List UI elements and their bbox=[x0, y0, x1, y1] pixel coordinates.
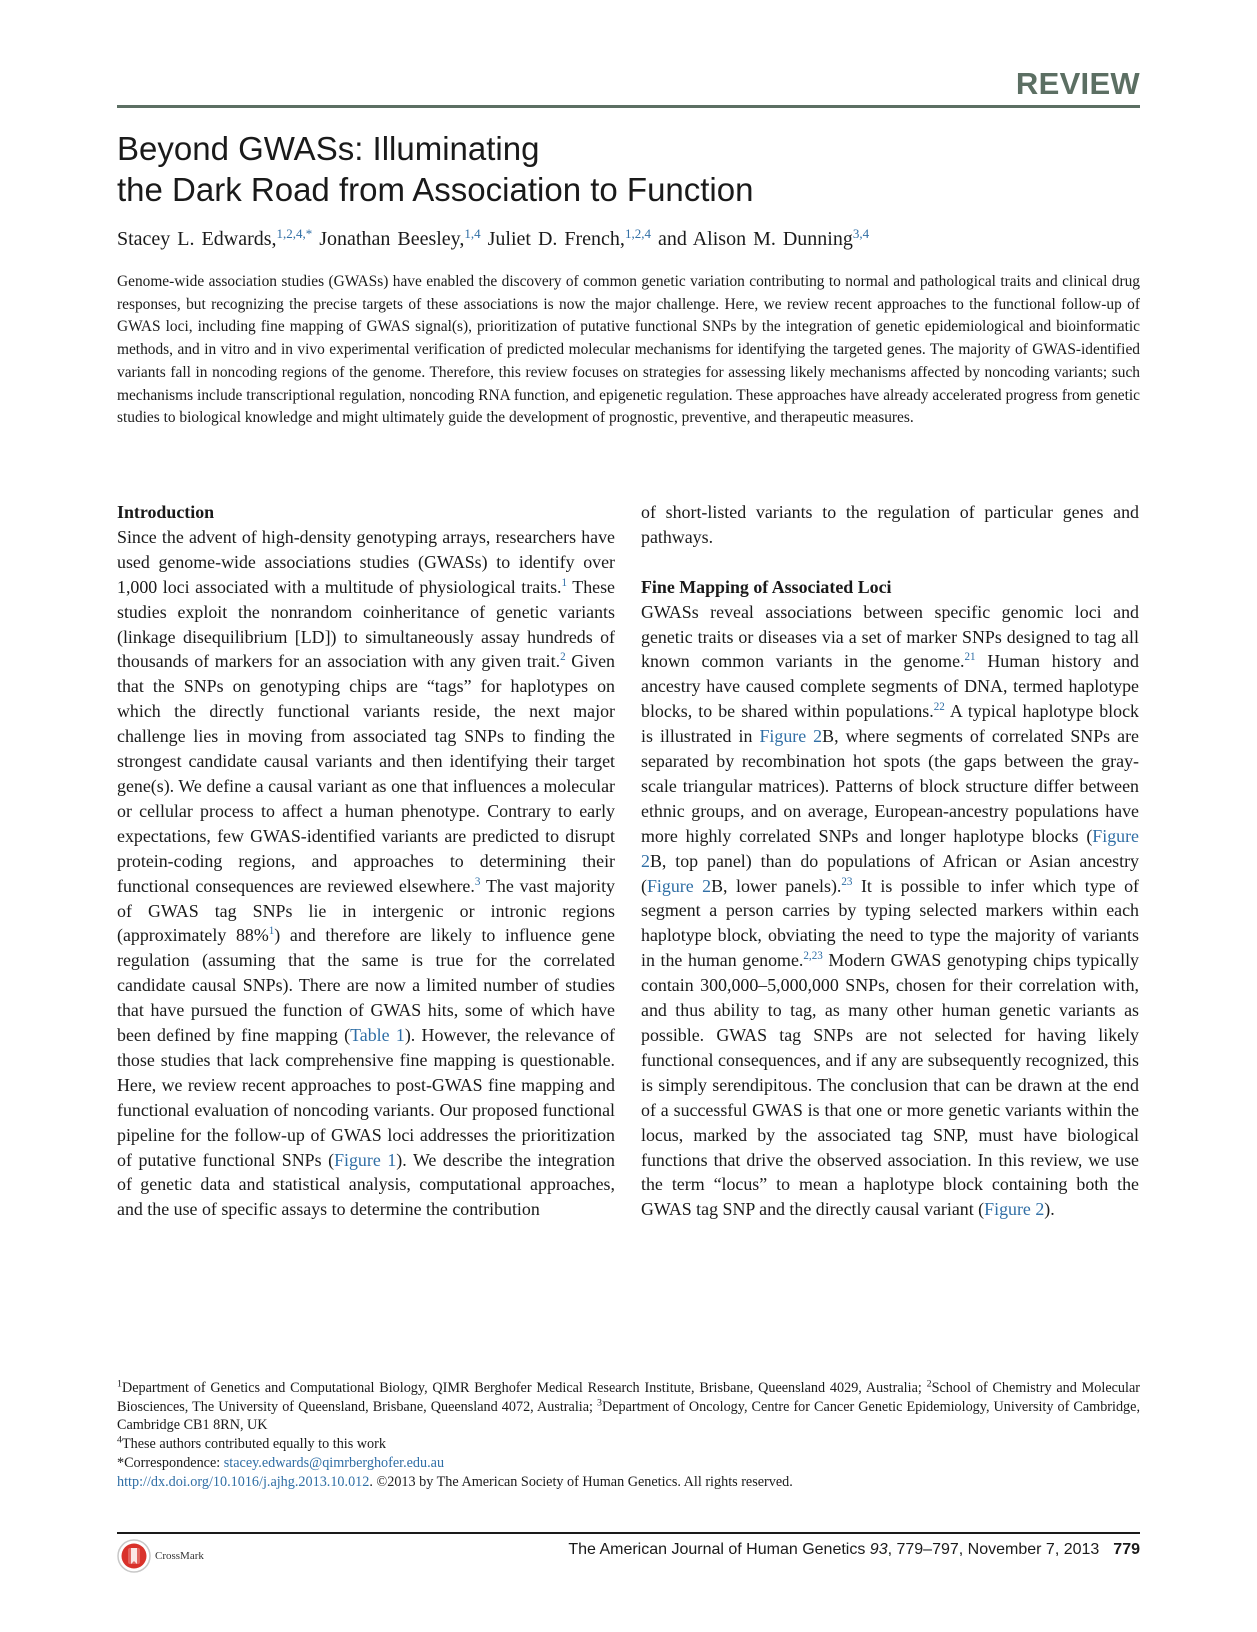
affiliation-number: 2 bbox=[926, 1378, 932, 1390]
body-text: A typical haplotype block is illustrated in bbox=[641, 701, 1139, 747]
body-text: Modern GWAS genotyping chips typically contain 300,000–5,000,000 SNPs, chosen for their correlation with, and thus ability to tag, as many other human genetic variants as possible. GWAS tag SNPs are not selected for having likely functional consequences, and if any are subsequently recognized, this is simply serendipitous. The conclusion that can be drawn at the end of a successful GWAS is that one or more genetic variants within the locus, marked by the associated tag SNP, must have biological functions that drive the observed association. In this review, we use the term “locus” to mean a haplotype block containing both the GWAS tag SNP and the directly causal variant ( bbox=[641, 950, 1139, 1220]
abstract: Genome-wide association studies (GWASs) have enabled the discovery of common genetic variation contributing to normal and pathological traits and clinical drug responses, but recognizing the precise targets of these associations is now the major challenge. Here, we review recent approaches to the functional follow-up of GWAS loci, including fine mapping of GWAS signal(s), prioritization of putative functional SNPs by the integration of genetic epidemiological and bioinformatic methods, and in vitro and in vivo experimental verification of predicted molecular mechanisms for identifying the targeted genes. The majority of GWAS-identified variants fall in noncoding regions of the genome. Therefore, this review focuses on strategies for assessing likely mechanisms affected by noncoding variants; such mechanisms include transcriptional regulation, noncoding RNA function, and epigenetic regulation. These approaches have already accelerated progress from genetic studies to biological knowledge and might ultimately guide the development of prognostic, preventive, and therapeutic measures. bbox=[117, 273, 1140, 427]
figure-link[interactable]: Figure 2 bbox=[646, 875, 712, 896]
affiliation-number: 4 bbox=[117, 1434, 122, 1446]
body-text: B, top panel) than do populations of African or Asian ancestry ( bbox=[641, 850, 1139, 896]
header-divider bbox=[117, 105, 1140, 108]
author-name: Stacey L. Edwards, bbox=[117, 228, 277, 250]
fine-mapping-heading: Fine Mapping of Associated Loci bbox=[641, 576, 892, 597]
intro-heading: Introduction bbox=[117, 502, 215, 522]
author-name: Jonathan Beesley, bbox=[319, 228, 465, 250]
fine-mapping-paragraph bbox=[641, 600, 1139, 1223]
citation-ref[interactable]: 21 bbox=[964, 651, 976, 664]
intro-continuation: of short-listed variants to the regulation of particular genes and pathways. bbox=[641, 502, 1139, 547]
citation-ref[interactable]: 2,23 bbox=[803, 950, 823, 963]
intro-text: Given that the SNPs on genotyping chips are “tags” for haplotypes on which the directly functional variants reside, the next major challenge lies in moving from associated tag SNPs to finding the strongest candidate causal variants and then identifying their target gene(s). We define a causal variant as one that influences a molecular or cellular process to affect a human phenotype. Contrary to early expectations, few GWAS-identified variants are predicted to disrupt protein-coding regions, and approaches to determining their functional consequences are reviewed elsewhere. bbox=[117, 651, 616, 896]
body-text: B, lower panels). bbox=[711, 875, 842, 896]
author-affiliation[interactable]: 1,2,4,* bbox=[276, 226, 313, 241]
journal-name: The American Journal of Human Genetics bbox=[568, 1541, 870, 1558]
author-joiner: and bbox=[657, 228, 687, 250]
citation-ref[interactable]: 22 bbox=[933, 701, 945, 714]
crossmark-icon bbox=[117, 1539, 151, 1573]
citation-ref[interactable]: 2 bbox=[560, 651, 566, 664]
crossmark-label: CrossMark bbox=[155, 1550, 204, 1562]
journal-volume: 93 bbox=[869, 1541, 888, 1558]
article-title bbox=[117, 128, 1117, 210]
affiliation-number: 3 bbox=[597, 1396, 602, 1408]
section-gap bbox=[641, 550, 1139, 575]
intro-text: These studies exploit the nonrandom coinheritance of genetic variants (linkage disequilibrium [LD]) to simultaneously assay hundreds of thousands of markers for an association with any given trait. bbox=[117, 576, 615, 672]
correspondence bbox=[117, 1454, 1140, 1473]
journal-citation bbox=[568, 1540, 1140, 1560]
affiliation-text: School of Chemistry and Molecular Biosciences, The University of Queensland, Brisbane, Queensland 4072, Australia; bbox=[117, 1380, 1140, 1415]
body-text: It is possible to infer which type of segment a person carries by typing selected markers within each haplotype block, obviating the need to type the majority of variants in the human genome. bbox=[641, 875, 1139, 971]
intro-text: Since the advent of high-density genotyping arrays, researchers have used genome-wide associations studies (GWASs) to identify over 1,000 loci associated with a multitude of physiological traits. bbox=[117, 526, 615, 597]
figure-link[interactable]: Figure 2 bbox=[759, 726, 823, 747]
citation-ref[interactable]: 1 bbox=[268, 925, 275, 938]
doi-link[interactable]: http://dx.doi.org/10.1016/j.ajhg.2013.10.012 bbox=[117, 1473, 370, 1490]
author-affiliation[interactable]: 3,4 bbox=[852, 226, 870, 241]
section-label: REVIEW bbox=[1015, 66, 1140, 101]
affiliation-text: Department of Genetics and Computational Biology, QIMR Berghofer Medical Research Institute, Brisbane, Queensland 4029, Australia; bbox=[121, 1380, 927, 1396]
author-list bbox=[117, 221, 1140, 252]
author-affiliation[interactable]: 1,2,4 bbox=[624, 226, 651, 241]
title-line-1: Beyond GWASs: Illuminating bbox=[117, 130, 540, 167]
page-number: 779 bbox=[1113, 1541, 1140, 1558]
equal-contribution-text: These authors contributed equally to this work bbox=[121, 1436, 386, 1453]
affiliation-text: Department of Oncology, Centre for Cancer Genetic Epidemiology, University of Cambridge, Cambridge CB1 8RN, UK bbox=[117, 1398, 1140, 1434]
intro-text: ). We describe the integration of genetic data and statistical analysis, computational approaches, and the use of specific assays to determine the contribution bbox=[117, 1149, 615, 1220]
journal-pages: , 779–797, November 7, 2013 bbox=[887, 1541, 1100, 1558]
body-text: Human history and ancestry have caused complete segments of DNA, termed haplotype blocks, to be shared within populations. bbox=[641, 651, 1139, 722]
citation-ref[interactable]: 1 bbox=[561, 576, 568, 589]
intro-paragraph bbox=[117, 525, 615, 1222]
figure-link[interactable]: Figure 2 bbox=[641, 825, 1139, 871]
equal-contribution-note bbox=[117, 1435, 1140, 1454]
author-affiliation[interactable]: 1,4 bbox=[464, 226, 481, 241]
citation-ref[interactable]: 23 bbox=[841, 875, 853, 888]
title-line-2: the Dark Road from Association to Function bbox=[117, 171, 754, 208]
copyright-text: . ©2013 by The American Society of Human Genetics. All rights reserved. bbox=[369, 1473, 793, 1490]
affiliation-number: 1 bbox=[117, 1378, 122, 1390]
table-link[interactable]: Table 1 bbox=[350, 1025, 405, 1046]
intro-text: ). However, the relevance of those studies that lack comprehensive fine mapping is questionable. Here, we review recent approaches to post-GWAS fine mapping and functional evaluation of noncoding variants. Our proposed functional pipeline for the follow-up of GWAS loci addresses the prioritization of putative functional SNPs ( bbox=[117, 1025, 615, 1170]
intro-text: The vast majority of GWAS tag SNPs lie in intergenic or intronic regions (approximately 88% bbox=[117, 875, 615, 946]
figure-link[interactable]: Figure 2 bbox=[984, 1199, 1045, 1220]
author-name: Alison M. Dunning bbox=[692, 228, 853, 250]
affiliations-block bbox=[117, 1379, 1140, 1491]
email-link[interactable]: stacey.edwards@qimrberghofer.edu.au bbox=[223, 1454, 445, 1471]
correspondence-label: *Correspondence: bbox=[117, 1454, 224, 1471]
intro-text: ) and therefore are likely to influence gene regulation (assuming that the same is true for the correlated candidate causal SNPs). There are now a limited number of studies that have pursued the function of GWAS hits, some of which have been defined by fine mapping ( bbox=[117, 925, 615, 1046]
footer-divider bbox=[117, 1532, 1140, 1534]
body-text: GWASs reveal associations between specific genomic loci and genetic traits or diseases via a set of marker SNPs designed to tag all known common variants in the genome. bbox=[641, 601, 1139, 672]
body-text: ). bbox=[1044, 1199, 1055, 1220]
citation-ref[interactable]: 3 bbox=[474, 875, 481, 888]
doi-line bbox=[117, 1473, 1140, 1492]
right-column bbox=[641, 500, 1139, 1222]
figure-link[interactable]: Figure 1 bbox=[334, 1149, 397, 1170]
affiliation-list bbox=[117, 1379, 1140, 1435]
left-column bbox=[117, 500, 615, 1222]
author-name: Juliet D. French, bbox=[487, 228, 625, 250]
crossmark-badge[interactable] bbox=[117, 1536, 204, 1576]
body-text: B, where segments of correlated SNPs are separated by recombination hot spots (the gaps between the gray-scale triangular matrices). Patterns of block structure differ between ethnic groups, and on average, European-ancestry populations have more highly correlated SNPs and longer haplotype blocks ( bbox=[641, 726, 1139, 846]
